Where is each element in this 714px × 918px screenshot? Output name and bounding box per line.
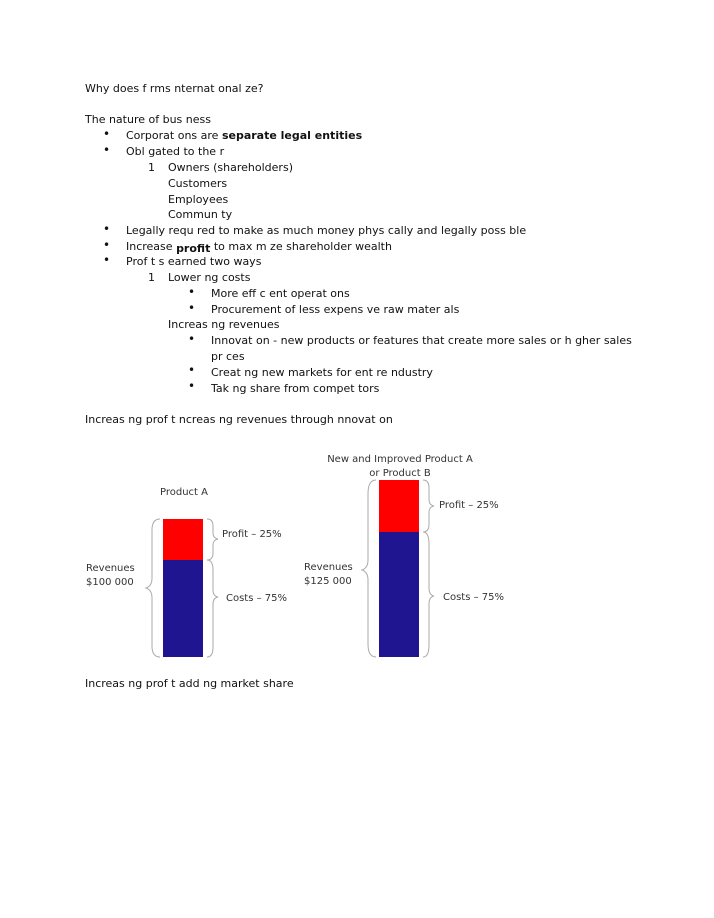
item-efficient-operations: More eff c ent operat ons (211, 287, 350, 300)
bullet-icon: • (103, 238, 111, 252)
bullet-icon: • (188, 285, 196, 299)
heading: Why does f rms nternat onal ze? (85, 82, 264, 95)
bullet-obligated: Obl gated to the r (126, 145, 225, 158)
revenue-value: $125 000 (304, 576, 352, 587)
brace-profit (207, 519, 218, 560)
profit-label: Profit – 25% (439, 500, 499, 511)
bullet-corporations-bold: separate legal entities (221, 129, 363, 142)
chart-title-line2: or Product B (369, 468, 431, 479)
item-customers: Customers (168, 177, 228, 190)
bullet-corporations (126, 129, 362, 143)
item-community: Commun ty (168, 208, 233, 221)
item-lowering-costs: Lower ng costs (168, 271, 251, 284)
list-number: 1 (148, 271, 155, 284)
brace-revenue (146, 519, 160, 657)
costs-label: Costs – 75% (226, 593, 288, 604)
paragraph-market-share: Increas ng prof t add ng market share (85, 677, 294, 690)
chart-title: New and Improved Product A (327, 454, 473, 465)
bullet-icon: • (103, 222, 111, 236)
revenue-value: $100 000 (86, 577, 134, 588)
item-market-share: Tak ng share from compet tors (211, 382, 380, 395)
brace-revenue (362, 480, 376, 657)
paragraph-innovation: Increas ng prof t ncreas ng revenues through nnovat on (85, 413, 393, 426)
chart-product-b (298, 446, 528, 663)
brace-costs (423, 532, 434, 657)
bar-profit (379, 480, 419, 532)
bar-costs (163, 560, 203, 657)
bullet-legally: Legally requ red to make as much money phys cally and legally poss ble (126, 224, 527, 237)
bullet-increase-profit (126, 240, 392, 254)
item-innovation-cont: pr ces (211, 350, 245, 363)
bullet-increase-text: Increase (126, 240, 173, 253)
bar-costs (379, 532, 419, 657)
profit-label: Profit – 25% (222, 529, 282, 540)
bullet-profit-ways: Prof t s earned two ways (126, 255, 262, 268)
bullet-profit-bold: profit (176, 242, 211, 255)
item-procurement: Procurement of less expens ve raw mater als (211, 303, 460, 316)
bullet-icon: • (188, 363, 196, 377)
section-title: The nature of bus ness (85, 113, 211, 126)
bullet-icon: • (103, 143, 111, 157)
bullet-corporations-text: Corporat ons are (126, 129, 219, 142)
brace-profit (423, 480, 434, 532)
item-employees: Employees (168, 193, 229, 206)
bullet-icon: • (103, 127, 111, 141)
bullet-increase-post: to max m ze shareholder wealth (213, 240, 392, 253)
item-innovation: Innovat on - new products or features that create more sales or h gher sales (211, 334, 632, 347)
item-increasing-revenues: Increas ng revenues (168, 318, 280, 331)
brace-costs (207, 560, 218, 657)
bar-profit (163, 519, 203, 560)
revenue-label: Revenues (86, 563, 135, 574)
revenue-label: Revenues (304, 562, 353, 573)
bullet-icon: • (188, 332, 196, 346)
bullet-icon: • (103, 253, 111, 267)
costs-label: Costs – 75% (443, 592, 505, 603)
chart-title: Product A (160, 487, 208, 498)
bullet-icon: • (188, 301, 196, 315)
item-new-markets: Creat ng new markets for ent re ndustry (211, 366, 433, 379)
bullet-icon: • (188, 379, 196, 393)
list-number: 1 (148, 161, 155, 174)
chart-product-a (80, 478, 310, 663)
item-owners: Owners (shareholders) (168, 161, 293, 174)
